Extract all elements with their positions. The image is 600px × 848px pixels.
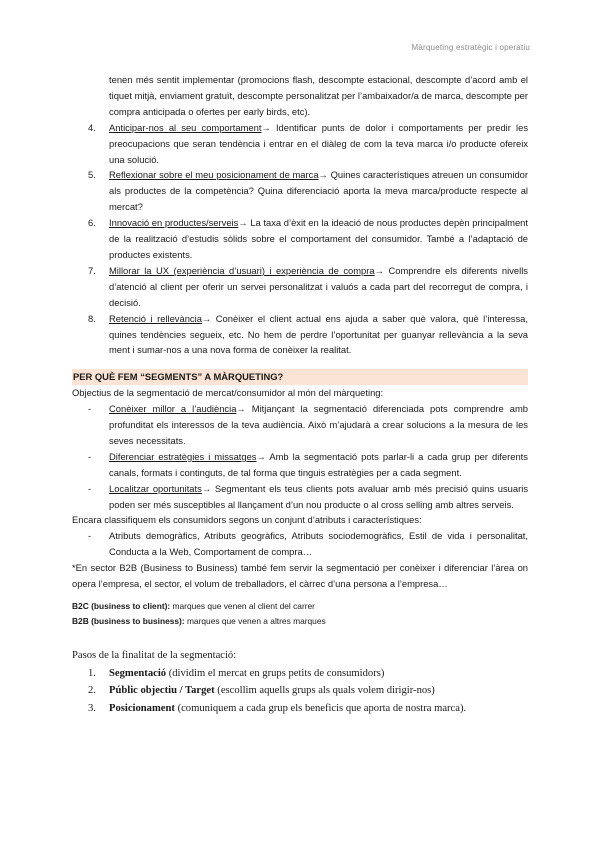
item-number: 7. <box>88 264 96 276</box>
item-title: Reflexionar sobre el meu posicionament de marca <box>109 169 319 181</box>
item-text: → Conèixer el client actual ens ajuda a saber què valora, què l’interessa, quines tendències segueix, etc. No hem de perdre l’oportunitat per guanyar rellevància a la seva ment i sumar-nos a una nova forma de conèixer la realitat. <box>109 312 528 356</box>
dash-bullet: - <box>88 530 92 542</box>
attributes-text: Atributs demogràfics, Atributs geogràfics, Atributs sociodemogràfics, Estil de vida i personalitat, Conducta a la Web, Comportament de compra… <box>109 530 528 558</box>
b2b-label: B2B (business to business): <box>72 615 185 626</box>
list-item <box>72 682 528 700</box>
step-number: 3. <box>88 702 96 714</box>
steps-intro: Pasos de la finalitat de la segmentació: <box>72 650 237 661</box>
step-title: Posicionament <box>109 702 175 714</box>
list-item <box>72 700 528 718</box>
list-item <box>72 263 528 311</box>
continuation-text: tenen més sentit implementar (promocions flash, descompte estacional, descompte d’acord amb el tiquet mitjà, enviament gratuït, descompte personalitzat per l’ambaixador/a de marca, descompte per compra anticipada o ofertes per early birds, etc). <box>109 74 528 117</box>
list-item <box>72 401 528 449</box>
item-number: 8. <box>88 312 96 324</box>
page-content <box>72 72 528 717</box>
item-title: Retenció i rellevància <box>109 312 202 324</box>
b2b-note: *En sector B2B (Business to Business) també fem servir la segmentació per conèixer i diferenciar l’àrea on opera l’empresa, el sector, el volum de treballadors, el càrrec d’una persona a l’empresa… <box>72 562 528 590</box>
step-text: (comuniquem a cada grup els beneficis que aporta de nostra marca). <box>174 702 467 714</box>
section-intro: Objectius de la segmentació de mercat/consumidor al món del màrqueting: <box>72 387 384 399</box>
b2c-text: marques que venen al client del carrer <box>170 601 315 611</box>
list-item <box>72 311 528 359</box>
running-header: Màrqueting estratègic i operatiu <box>411 43 530 52</box>
item-number: 4. <box>88 121 96 133</box>
item-title: Anticipar-nos al seu comportament <box>109 121 262 133</box>
classify-intro: Encara classifiquem els consumidors segons un conjunt d’atributs i característiques: <box>72 514 422 526</box>
dash-bullet: - <box>88 482 92 494</box>
objectives-list <box>72 401 528 512</box>
list-item <box>72 449 528 481</box>
item-text: → Quines característiques atreuen un consumidor als productes de la competència? Quina diferenciació aporta la meva marca/producte respecte al mercat? <box>109 169 528 213</box>
dash-bullet: - <box>88 450 92 462</box>
list-item <box>72 120 528 168</box>
item-title: Conèixer millor a l’audiència <box>109 403 237 415</box>
attributes-list <box>72 528 528 560</box>
item-text: → Segmentant els teus clients pots avaluar amb més precisió quins usuaris poden ser més susceptibles al llançament d’un nou producte o al cross selling amb altres serveis. <box>109 482 529 510</box>
step-title: Públic objectiu / Target <box>109 685 215 696</box>
list-item <box>72 215 528 263</box>
step-text: (dividim el mercat en grups petits de consumidors) <box>166 667 385 679</box>
steps-block <box>72 647 528 717</box>
b2b-text: marques que venen a altres marques <box>184 615 326 626</box>
section-heading: PER QUÈ FEM “SEGMENTS” A MÀRQUETING? <box>72 369 528 385</box>
item-text: → Amb la segmentació pots parlar-li a cada grup per diferents canals, formats i continguts, de tal forma que tinguis estratègies per a cada segment. <box>109 450 528 478</box>
b2c-definition <box>72 599 528 614</box>
b2b-definition <box>72 614 528 629</box>
list-item <box>72 481 528 513</box>
item-number: 6. <box>88 217 96 229</box>
item-title: Innovació en productes/serveis <box>109 217 239 229</box>
list-item <box>72 665 528 683</box>
item-text: → Identificar punts de dolor i comportaments per predir les preocupacions que seran tendència i entrar en el diàleg de com la teva marca i/o producte ofereix una solució. <box>109 121 529 165</box>
item-title: Diferenciar estratègies i missatges <box>109 450 257 462</box>
list-item <box>72 528 528 560</box>
step-number: 1. <box>88 667 96 679</box>
numbered-list <box>72 120 528 359</box>
step-text: (escollim aquells grups als quals volem dirigir-nos) <box>214 685 435 696</box>
item-title: Localitzar oportunitats <box>109 482 202 494</box>
dash-bullet: - <box>88 403 92 415</box>
item-number: 5. <box>88 169 96 181</box>
item-title: Millorar la UX (experiència d’usuari) i experiència de compra <box>109 264 375 276</box>
item-text: → Comprendre els diferents nivells d’atenció al client per oferir un servei personalitzat i valuós a cada part del recorregut de compra, i decisió. <box>109 264 528 308</box>
list-item <box>72 167 528 215</box>
b2c-label: B2C (business to client): <box>72 601 171 611</box>
step-number: 2. <box>88 685 96 696</box>
item-text: → Mitjançant la segmentació diferenciada pots comprendre amb profunditat els interessos de la teva audiència. Això m’ajudarà a crear solucions a la mesura de les seves necessitats. <box>109 403 528 446</box>
item-text: → La taxa d’èxit en la ideació de nous productes depèn principalment de la realització d’estudis sòlids sobre el comportament del consumidor. També a l’adaptació de productes existents. <box>109 217 528 260</box>
step-title: Segmentació <box>109 667 167 679</box>
steps-list <box>72 665 528 718</box>
